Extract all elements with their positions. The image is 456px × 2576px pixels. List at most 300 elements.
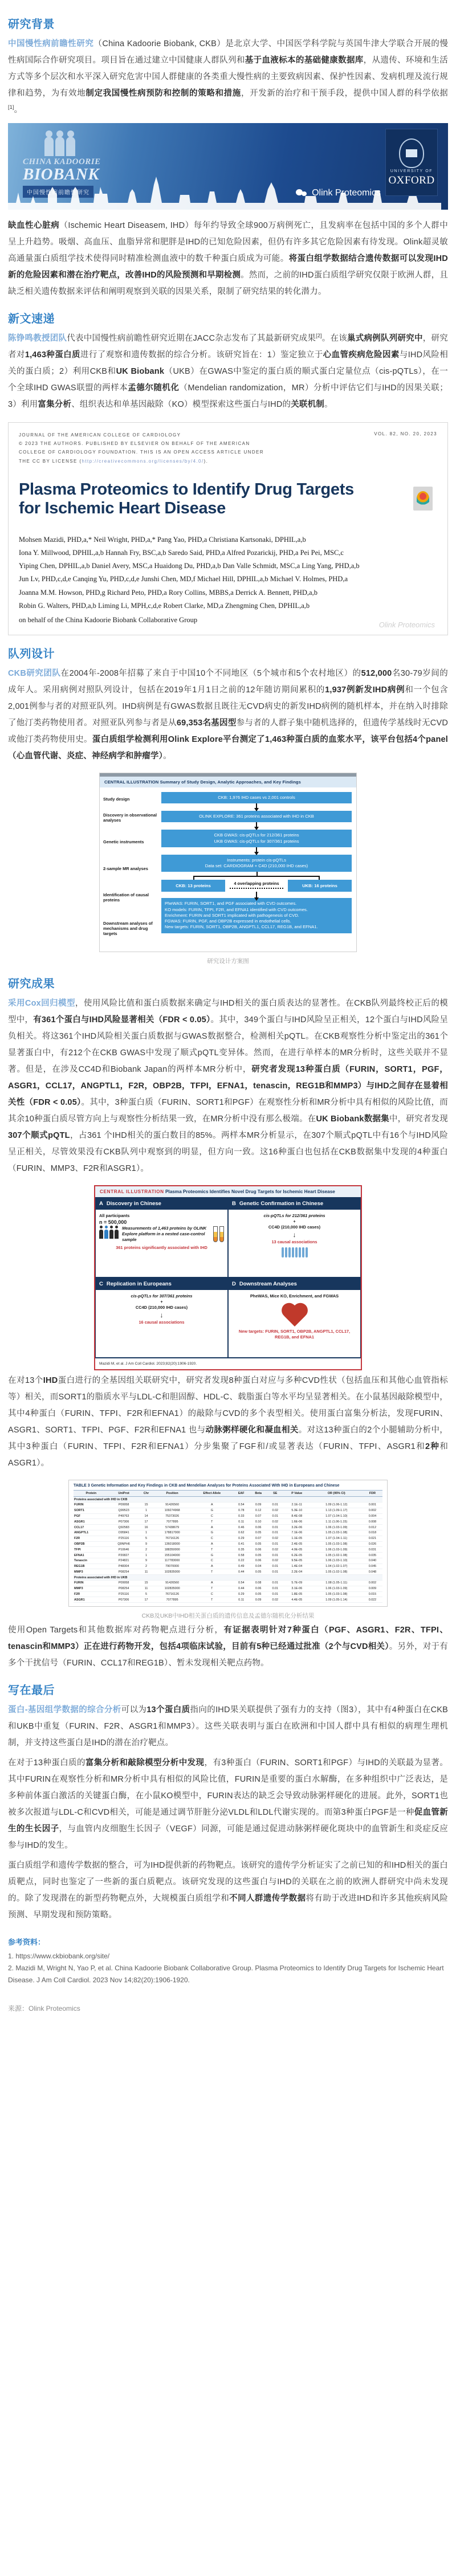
author-line: Robin G. Walters, PHD,a,b Liming Li, MPH,c,d,e Robert Clarke, MD,a Zhengming Chen, DPHIL,a,b — [19, 601, 310, 610]
results-table-body — [74, 1497, 382, 1603]
table-cell: PGF — [74, 1513, 108, 1519]
reference-item-2: 2. Mazidi M, Wright N, Yao P, et al. China Kadoorie Biobank Collaborative Group. Plasma Proteomics to Identify Drug Targets for Ischemic Heart Disease. J Am Coll Cardiol. 2023 Nov 14;82(20):1906-1920. — [8, 1964, 444, 1985]
table-row — [74, 1563, 382, 1569]
flow-downstream-newtargets: New targets: FURIN, SORT1, OBP2B, ANGPTL1, CCL17, REG1B, and EFNA1. — [165, 924, 318, 930]
table-cell: 0.06 — [250, 1586, 267, 1591]
table-row — [74, 1547, 382, 1553]
jacc-license-post: ). — [203, 458, 209, 464]
table-cell: 0.01 — [267, 1541, 283, 1547]
ci-panel-b-letter: B — [232, 1200, 236, 1207]
flow-downstream-ko: KO models: FURIN, TFPI, F2R, and EFNA1 identified with CVD outcomes. — [165, 907, 308, 912]
news-bold-nested: 巢式病例队列研究中 — [347, 334, 423, 343]
table-cell: 0.05 — [250, 1569, 267, 1575]
targets-bold-drugdev: 有证据表明针对7种蛋白（PGF、ASGR1、F2R、TFPI、tenascin和MMP3）正在进行药物开发，包括4项临床试验，目前有5种已经通过批准（2个与CVD相关） — [8, 1626, 448, 1652]
ci-a-l4: 361 proteins significantly associated with IHD — [116, 1244, 207, 1250]
table-cell: 0.06 — [250, 1547, 267, 1553]
targets-p2-a: 使用Open Targets和其他数据库对药物靶点进行分析， — [8, 1626, 224, 1635]
cohort-lead: CKB研究团队 — [8, 668, 61, 678]
background-p2-text: （Ischemic Heart Diseasem, IHD）每年约导致全球900万病例死亡，且发病率在包括中国的多个人群中呈上升趋势。吸烟、高血压、血脂异常和肥胖是IHD的已知危险因素，但仍有许多其它危险因素有待发现。Olink超灵敏高通量蛋白质组学技术使得同时精准检测血液中的数千种蛋白质成为可能。 — [8, 221, 448, 263]
table-cell: A — [191, 1541, 233, 1547]
table-group-label: Proteins associated with IHD in CKB — [74, 1497, 382, 1503]
table-cell: 0.01 — [267, 1569, 283, 1575]
table-cell: 79070000 — [153, 1563, 191, 1569]
flow-box-study-design: CKB: 1,976 IHD cases vs 2,001 controls — [161, 792, 352, 803]
section-title-background: 研究背景 — [8, 18, 55, 31]
table-cell: 0.02 — [267, 1597, 283, 1603]
table-cell: ASGR1 — [74, 1597, 108, 1603]
jacc-copyright-1: © 2023 THE AUTHORS. PUBLISHED BY ELSEVIER ON BEHALF OF THE AMERICAN — [19, 441, 250, 447]
flow-downstream-enrichment: Enrichment: FURIN and SORT1 implicated with pathogenesis of CVD. — [165, 912, 299, 918]
table-cell: SORT1 — [74, 1508, 108, 1513]
table-cell: 14 — [139, 1513, 154, 1519]
table-cell: MMP3 — [74, 1569, 108, 1575]
source-line: 来源：Olink Proteomics — [8, 2005, 80, 2013]
table-cell: 15 — [139, 1503, 154, 1508]
conclusion-p2: 在对于13种蛋白质的 — [8, 1758, 85, 1768]
table-group-row — [74, 1497, 382, 1503]
table-cell: 0.001 — [363, 1503, 382, 1508]
author-line: Jun Lv, PHD,c,d,e Canqing Yu, PHD,c,d,e Junshi Chen, MD,f Michael Hill, DPHIL,a,b Michael V. Holmes, PHD,a — [19, 575, 348, 583]
chromosome-icon — [232, 1247, 357, 1258]
table-cell: Q92583 — [108, 1525, 139, 1530]
flow-label-downstream: Downstream analyses of mechanisms and drug targets — [103, 920, 153, 937]
table-cell: 0.06 — [250, 1558, 267, 1563]
ci-c-l2: CC4D (210,000 IHD cases) — [135, 1304, 188, 1310]
table-cell: Q9NPH6 — [108, 1541, 139, 1547]
conclusion-paragraph-3 — [8, 1858, 448, 1924]
ci-panel-d-inner — [229, 1290, 360, 1357]
jacc-copyright-3 — [19, 457, 264, 466]
flow-label-study-design: Study design — [103, 797, 130, 802]
table-cell: 0.05 — [250, 1553, 267, 1558]
col-effect-allele: Effect Allele — [191, 1491, 233, 1497]
ci-panel-d-bar — [229, 1278, 360, 1290]
table-cell: 1.06 (1.03-1.09) — [311, 1547, 363, 1553]
table-cell: 1.09 (1.06-1.12) — [311, 1503, 363, 1508]
ci-b-plus: + — [293, 1218, 296, 1224]
conclusion-p1: 可以为 — [121, 1705, 147, 1715]
crossmark-icon[interactable] — [413, 487, 433, 511]
background-p2-bold2: 将蛋白组学数据结合遗传数据可以发现IHD新的危险因素和潜在治疗靶点，改善IHD的风险预测和早期检测 — [8, 254, 448, 280]
table-cell: 109274968 — [153, 1508, 191, 1513]
table-cell: 76716126 — [153, 1591, 191, 1597]
conclusion-p1-a: 指向的IHD果关联提供了强有力的支持（图3），其中有4种蛋白在CKB和UKB中重复（FURIN、F2R、ASGR1和MMP3）。这些关联表明与蛋白在欧洲和中国人群中具有相似的病理生理机制，并支持这些蛋白是IHD的潜在治疗靶点。 — [8, 1705, 449, 1748]
table-cell: 8.4E-08 — [283, 1513, 311, 1519]
table-cell: Q99523 — [108, 1508, 139, 1513]
cohort-bold-cases: 1,937例新发IHD病例 — [325, 685, 405, 695]
table-cell: Tenascin — [74, 1558, 108, 1563]
ckb-people-icon — [44, 137, 114, 156]
table-cell: 0.01 — [267, 1591, 283, 1597]
table-row — [74, 1597, 382, 1603]
ci-d-l2: New targets: FURIN, SORT1, OBP2B, ANGPTL1, CCL17, REG1B, and EFNA1 — [238, 1328, 351, 1340]
table-cell: P09958 — [108, 1503, 139, 1508]
table-cell: 9 — [139, 1541, 154, 1547]
news-p1-h: 、组织表达和单基因敲除（KO）模型探索这些蛋白与IHD的 — [71, 400, 291, 409]
table-cell: 0.11 — [233, 1519, 250, 1525]
table-cell: 0.07 — [250, 1536, 267, 1541]
table-cell: 3.2E-06 — [283, 1525, 311, 1530]
table-row — [74, 1591, 382, 1597]
table-cell: EFNA1 — [74, 1553, 108, 1558]
table-cell: FURIN — [74, 1503, 108, 1508]
table-cell: 1.13 (1.09-1.17) — [311, 1508, 363, 1513]
cohort-paragraph — [8, 666, 448, 765]
results-table-figure — [68, 1480, 388, 1607]
table-cell: T — [191, 1547, 233, 1553]
table-cell: P07306 — [108, 1597, 139, 1603]
table-cell: CCL17 — [74, 1525, 108, 1530]
table-cell: P08254 — [108, 1586, 139, 1591]
table-cell: 0.004 — [363, 1513, 382, 1519]
table-cell: 7.1E-06 — [283, 1530, 311, 1536]
targets-p1-a: 蛋白进行的全基因组关联研究中，研究者发现8种蛋白对应与多种CVD性状（包括血压和其他心血管指标等）相关，而SORT1的脂质水平与LDL-C和胆固醇、HDL-C、载脂蛋白等水平均呈显著相关。在小鼠基因敲除模型中，其中4种蛋白（FURIN、TFPI、F2R和EFNA1）的敲除与CVD的多个表型相关。使用蛋白富集分析法，发现FURIN、ASGR1、SORT1、TFPI、PGF、F2R和EFNA1 也与 — [8, 1376, 448, 1435]
central-illustration-footer: Mazidi M, et al. J Am Coll Cardiol. 2023;82(20):1906-1920. — [95, 1358, 361, 1370]
table-row — [74, 1558, 382, 1563]
ci-b-l1: cis-pQTLs for 212/361 proteins — [263, 1213, 325, 1218]
table-cell: 1.04 (1.02-1.07) — [311, 1563, 363, 1569]
table-cell: 0.021 — [363, 1536, 382, 1541]
news-bold-mr: 孟德尔随机化 — [128, 383, 180, 393]
table-cell: 0.06 — [250, 1525, 267, 1530]
conclusion-bold-pgf: 促血管新生的生长因子 — [8, 1808, 448, 1834]
table-cell: 6.2E-05 — [283, 1553, 311, 1558]
table-cell: 1.07 (1.04-1.11) — [311, 1536, 363, 1541]
table-cell: 0.01 — [267, 1586, 283, 1591]
table-cell: 17 — [139, 1519, 154, 1525]
table-cell: 5 — [139, 1536, 154, 1541]
table-cell: 1 — [139, 1553, 154, 1558]
background-paragraph-1 — [8, 36, 448, 119]
table-cell: 0.49 — [233, 1563, 250, 1569]
table-cell: F2R — [74, 1591, 108, 1597]
cohort-p1: 在2004年-2008年招募了来自于中国10个不同地区（5个城市和5个农村地区）的 — [60, 668, 361, 678]
table-cell: 11 — [139, 1569, 154, 1575]
central-illustration-title: Plasma Proteomics Identifies Novel Drug Targets for Ischemic Heart Disease — [165, 1189, 335, 1194]
blood-tubes-icon — [213, 1226, 224, 1242]
flow-box-downstream — [161, 898, 352, 933]
conclusion-p2-b: ，与血管内皮细胞生长因子（VEGF）同源，可能是通过促进动脉粥样硬化斑块中的血管新生和炎症反应参与IHD的发生。 — [8, 1824, 449, 1851]
col-protein: Protein — [74, 1491, 108, 1497]
table-cell: 0.41 — [233, 1541, 250, 1547]
ci-a-l1: All participants — [99, 1213, 130, 1218]
ci-panel-a-title: Discovery in Chinese — [106, 1200, 161, 1207]
table-row — [74, 1525, 382, 1530]
table-cell: 0.44 — [233, 1586, 250, 1591]
cohort-bold-genotyped: 69,353名基因型 — [176, 718, 237, 728]
ci-c-plus: + — [160, 1299, 163, 1304]
table-cell: 0.44 — [233, 1569, 250, 1575]
table-cell: 1.09 (1.05-1.14) — [311, 1597, 363, 1603]
results-table-caption: CKB及UKB中IHD相关蛋白质的遗传信息及孟德尔随机化分析结果 — [141, 1612, 315, 1620]
ci-a-l2: n = 500,000 — [99, 1219, 127, 1225]
table-cell: P09958 — [108, 1581, 139, 1586]
table-cell: 75373026 — [153, 1513, 191, 1519]
ci-panel-c — [95, 1277, 228, 1358]
table-cell: G — [191, 1530, 233, 1536]
table-cell: 1.8E-05 — [283, 1591, 311, 1597]
flow-label-genetic-instruments: Genetic instruments — [103, 839, 144, 844]
results-p1-f: ，占361 个IHD相关的蛋白数目的85%。两样本MR分析显示，在307个顺式pQTL中有16个与IHD风险呈正相关，尽管效果没有CKB队列中观察到的明显，但方向一致。这16种蛋白也包括在CKB数据集中发现的4种蛋白（FURIN、MMP3、F2R和ASGR1）。 — [8, 1130, 448, 1173]
cohort-p1-c: 和一个包含2,001例参与者的对照亚队列。IHD病例是有GWAS数据且既往无CVD病史的新发IHD病例的随机样本，并在纳入时排除了他汀类药物使用者。对照亚队列参与者是从 — [8, 685, 449, 728]
figure-1-flowchart — [99, 773, 357, 952]
table-cell: 5.7E-09 — [283, 1581, 311, 1586]
results-lead: 采用Cox回归模型 — [8, 998, 75, 1008]
flow-box-instruments-l2: Data set: CARDIOGRAM + C4D (210,000 IHD cases) — [205, 863, 308, 868]
table-row — [74, 1519, 382, 1525]
section-title-results: 研究成果 — [8, 977, 55, 990]
table-cell: 3.1E-06 — [283, 1586, 311, 1591]
table-cell: 16 — [139, 1525, 154, 1530]
table-cell: O95841 — [108, 1530, 139, 1536]
table-cell: 188350000 — [153, 1547, 191, 1553]
table-cell: ASGR1 — [74, 1519, 108, 1525]
flow-split-connector — [161, 872, 352, 880]
figure-1-flow — [161, 792, 352, 946]
table-cell: 136018000 — [153, 1541, 191, 1547]
cohort-p1-b: 名30-79岁间的成年人。采用病例对照队列设计，包括在2019年1月1日之前的12年随访期间累积的 — [8, 668, 448, 695]
table-cell: 0.018 — [363, 1530, 382, 1536]
jacc-license-url[interactable]: http://creativecommons.org/licenses/by/4.0/ — [82, 458, 204, 464]
table-row — [74, 1536, 382, 1541]
results-table-title: TABLE 3 Genetic Information and Key Findings in CKB and Mendelian Analyses for Proteins Associated With IHD in Europeans and Chinese — [74, 1484, 340, 1488]
background-ref-sup-1: [1] — [8, 104, 14, 111]
olink-ghost-watermark: Olink Proteomics — [378, 620, 435, 629]
table-cell: 17 — [139, 1597, 154, 1603]
table-cell: 15 — [139, 1581, 154, 1586]
col-beta: Beta — [250, 1491, 267, 1497]
participants-icon — [99, 1230, 119, 1239]
flow-arrow-3 — [161, 847, 352, 855]
table-cell: 1.06 (1.03-1.10) — [311, 1558, 363, 1563]
background-p1-bold1: 基于血液标本的基础健康数据库 — [245, 56, 364, 65]
table-cell: 7077895 — [153, 1519, 191, 1525]
ci-c-l1: cis-pQTLs for 307/361 proteins — [131, 1293, 193, 1299]
table-cell: 0.08 — [250, 1581, 267, 1586]
table-cell: 1.1E-05 — [283, 1536, 311, 1541]
table-cell: 0.01 — [267, 1503, 283, 1508]
col-or: OR (95% CI) — [311, 1491, 363, 1497]
ci-panel-b-bar — [229, 1198, 360, 1210]
conclusion-paragraph-2 — [8, 1755, 448, 1854]
flow-box-gwas — [161, 830, 352, 847]
table-row — [74, 1530, 382, 1536]
table-cell: 117783000 — [153, 1558, 191, 1563]
cohort-p1-d: 参与者的人群子集中随机选择的，但遗传学基线时无CVD或他汀类药物使用史。 — [8, 718, 449, 744]
ci-b-l3: 13 causal associations — [271, 1239, 317, 1244]
background-p1-bold2: 制定我国慢性病预防和控制的策略和措施 — [85, 89, 241, 98]
table-cell: 1.08 (1.05-1.11) — [311, 1581, 363, 1586]
conclusion-p2-a: ，有3种蛋白（FURIN、SORT1和PGF）与IHD的关联最为显著。其中FURIN在观察性分析和MR分析中具有相似的风险比值，FURIN是重要的蛋白水解酶，在多种组织中广泛表达，是多种前体蛋白激活的关键蛋白酶，在小鼠KO模型中，FURIN表达的缺乏会导致动脉粥样硬化的进展。此外，SORT1也被多次报道与LDL-C和CVD相关，可能是通过调节肝脏分泌VLDL和LDL代谢实现的。而第3种蛋白PGF是一种 — [8, 1758, 448, 1818]
news-p1-f: （UKB）在GWAS中鉴定的蛋白质的顺式蛋白定量位点（cis-pQTLs），在一个全球IHD GWAS联盟的两样本 — [8, 367, 448, 393]
table-cell: C — [191, 1558, 233, 1563]
ci-c-l3: 16 causal associations — [139, 1319, 185, 1325]
ci-panel-c-title: Replication in Europeans — [106, 1280, 172, 1287]
table-cell: 0.12 — [250, 1508, 267, 1513]
table-cell: 4.0E-05 — [283, 1547, 311, 1553]
table-cell: 76716126 — [153, 1536, 191, 1541]
col-se: SE — [267, 1491, 283, 1497]
table-cell: 0.05 — [250, 1591, 267, 1597]
table-cell: 0.46 — [233, 1525, 250, 1530]
flow-label-mr-analyses: 2-sample MR analyses — [103, 866, 148, 872]
figure-1-head: CENTRAL ILLUSTRATION Summary of Study Design, Analytic Approaches, and Key Findings — [100, 777, 356, 787]
col-position: Position — [153, 1491, 191, 1497]
targets-p1-c: 和ASGR1）。 — [8, 1442, 449, 1468]
results-p1-c: 。其中，349个蛋白与IHD风险呈正相关，12个蛋白与IHD风险呈负相关。将这361个IHD风险相关蛋白质数据与GWAS数据整合，检测相关pQTL。在CKB观察性分析中鉴定出的361个显著蛋白中，有212个在CKB GWAS中发现了顺式pQTL变异体。然而，在进行单样本的MR分析时，这些关联并不显著。但是，在涉及CC4D和Biobank Japan的两样本MR分析中， — [8, 1015, 448, 1074]
cohort-p1-e: 。 — [163, 751, 172, 761]
flow-arrow-2 — [161, 822, 352, 830]
table-cell: 2.4E-05 — [283, 1541, 311, 1547]
table-cell: P10646 — [108, 1547, 139, 1553]
jacc-copyright-2: COLLEGE OF CARDIOLOGY FOUNDATION. THIS IS AN OPEN ACCESS ARTICLE UNDER — [19, 450, 264, 455]
table-cell: 1.07 (1.04-1.10) — [311, 1513, 363, 1519]
table-row — [74, 1508, 382, 1513]
table-cell: 155104000 — [153, 1553, 191, 1558]
table-cell: 0.045 — [363, 1563, 382, 1569]
results-table — [74, 1490, 382, 1603]
oxford-logo-big: OXFORD — [388, 174, 435, 186]
table-cell: 1.11 (1.06-1.15) — [311, 1519, 363, 1525]
table-cell: 0.022 — [363, 1597, 382, 1603]
flow-downstream-fgwas: FGWAS: FURIN, PGF, and OBP2B expressed in endothelial cells. — [165, 918, 291, 924]
table-cell: 0.031 — [363, 1547, 382, 1553]
table-cell: 0.62 — [233, 1530, 250, 1536]
ckb-oxford-banner — [8, 123, 448, 210]
table-cell: 1.4E-04 — [283, 1563, 311, 1569]
table-cell: 2 — [139, 1563, 154, 1569]
table-cell: 0.01 — [267, 1553, 283, 1558]
cohort-bold-olink: 蛋白质组学检测利用Olink Explore平台测定了1,463种蛋白质的血浆水平，该平台包括4个panel（心血管代谢、炎症、神经病学和肿瘤学） — [8, 734, 448, 761]
ci-panel-a-inner — [96, 1210, 227, 1277]
news-bold-ukb: UK Biobank — [116, 367, 165, 376]
table-cell: 0.54 — [233, 1503, 250, 1508]
flow-overlap-text: 4 overlapping proteins — [234, 881, 279, 887]
ci-panel-d-letter: D — [232, 1280, 236, 1287]
table-row — [74, 1503, 382, 1508]
table-cell: C — [191, 1536, 233, 1541]
table-cell: 0.29 — [233, 1591, 250, 1597]
table-cell: 1.06 (1.03-1.09) — [311, 1586, 363, 1591]
paper-on-behalf: on behalf of the China Kadoorie Biobank Collaborative Group — [19, 615, 198, 624]
table-cell: P25116 — [108, 1591, 139, 1597]
table-cell: OBP2B — [74, 1541, 108, 1547]
conclusion-bold-populations: 不同人群遗传学数据 — [229, 1894, 306, 1904]
flow-box-gwas-ukb: UKB GWAS: cis-pQTLs for 307/361 proteins — [214, 838, 299, 844]
table-cell: 0.58 — [233, 1553, 250, 1558]
table-cell: 0.040 — [363, 1558, 382, 1563]
author-list — [19, 533, 437, 613]
targets-paragraph-1 — [8, 1373, 448, 1472]
ckb-logo-line2: BIOBANK — [23, 165, 100, 183]
results-p1-e: 中，研究者发现 — [389, 1114, 448, 1124]
table-cell: 0.09 — [250, 1503, 267, 1508]
heart-icon — [280, 1300, 310, 1328]
results-table-wrapper — [8, 1480, 448, 1620]
central-illustration-head — [95, 1186, 361, 1197]
paper-title: Plasma Proteomics to Identify Drug Targets for Ischemic Heart Disease — [19, 480, 354, 518]
table-cell: T — [191, 1586, 233, 1591]
table-cell: 0.012 — [363, 1525, 382, 1530]
table-cell: 0.54 — [233, 1581, 250, 1586]
table-cell: 5 — [139, 1591, 154, 1597]
table-cell: 1.05 (1.03-1.08) — [311, 1541, 363, 1547]
flow-downstream-phewas: PheWAS: FURIN, SORT1, and PGF associated with CVD outcomes. — [165, 901, 297, 907]
table-cell: 178817000 — [153, 1530, 191, 1536]
table-cell: 0.05 — [250, 1541, 267, 1547]
targets-bold-ihd: IHD — [43, 1376, 58, 1386]
table-cell: P48304 — [108, 1563, 139, 1569]
table-cell: 5.3E-10 — [283, 1508, 311, 1513]
table-row — [74, 1541, 382, 1547]
conclusion-p3-a: 将有助于改进IHD和许多其他疾病风险预测、早期发现和预防策略。 — [8, 1894, 448, 1920]
table-cell: 9 — [139, 1558, 154, 1563]
table-cell: A — [191, 1581, 233, 1586]
olink-watermark-text: Olink Proteomics — [312, 188, 381, 198]
section-title-conclusion: 写在最后 — [8, 1684, 55, 1697]
jacc-paper-card — [8, 422, 448, 635]
table-cell: 0.015 — [363, 1591, 382, 1597]
news-p1-g: （Mendelian randomization，MR）分析中评估它们与IHD的因果关联；3）利用 — [8, 383, 448, 409]
table-cell: 0.33 — [233, 1513, 250, 1519]
background-p2-bold1: 缺血性心脏病 — [8, 221, 60, 230]
central-illustration-grid — [95, 1197, 361, 1358]
flow-box-ckb-proteins: CKB: 13 proteins — [161, 880, 225, 892]
flow-box-olink-explore: OLINK EXPLORE: 361 proteins associated with IHD in CKB — [161, 811, 352, 822]
table-cell: 1.05 (1.03-1.08) — [311, 1591, 363, 1597]
conclusion-p3: 蛋白质组学和遗传学数据的整合，可为IHD提供新的药物靶点。该研究的遗传学分析证实了之前已知的和IHD相关的蛋白质靶点，同时也鉴定了一些新的蛋白质靶点。该研究发现的这些蛋白与IHD的关联在之前的欧洲人群研究中尚未发现的。除了发现潜在的新型药物靶点外，大规模蛋白质组学和 — [8, 1861, 448, 1904]
table-cell: 0.01 — [267, 1563, 283, 1569]
ci-panel-a-letter: A — [99, 1200, 103, 1207]
news-p1-e: 与IHD风险相关的蛋白质；2）利用CKB和 — [8, 350, 448, 376]
table-cell: REG1B — [74, 1563, 108, 1569]
news-p1: 代表中国慢性病前瞻性研究近期在JACC杂志发布了其最新研究成果 — [67, 334, 316, 343]
table-cell: 0.35 — [233, 1547, 250, 1553]
background-p2-end: 。然而，之前的IHD蛋白质组学研究仅限于欧洲人群，且缺乏相关遗传数据来评估和阐明观察到关联的因果关系，限制了研究结果的转化潜力。 — [8, 271, 448, 296]
news-paragraph — [8, 330, 448, 413]
results-bold-361: 有361个蛋白与IHD风险显著相关（FDR < 0.05） — [33, 1015, 211, 1024]
table-cell: 1.05 (1.02-1.08) — [311, 1553, 363, 1558]
oxford-logo — [385, 129, 438, 196]
table-cell: 91426560 — [153, 1581, 191, 1586]
ci-panel-d — [228, 1277, 361, 1358]
flow-box-gwas-ckb: CKB GWAS: cis-pQTLs for 212/361 proteins — [214, 832, 299, 838]
oxford-crest-icon — [399, 138, 424, 168]
flow-label-identification: Identification of causal proteins — [103, 892, 149, 903]
background-paragraph-2 — [8, 218, 448, 300]
table-cell: P08254 — [108, 1569, 139, 1575]
reference-item-1[interactable]: 1. https://www.ckbiobank.org/site/ — [8, 1952, 110, 1961]
flow-box-ukb-proteins: UKB: 16 proteins — [288, 880, 352, 892]
col-fdr: FDR — [363, 1491, 382, 1497]
table-cell: C — [191, 1513, 233, 1519]
col-uniprot: UniProt — [108, 1491, 139, 1497]
table-cell: 0.02 — [267, 1547, 283, 1553]
results-table-header-row — [74, 1491, 382, 1497]
author-line: Joanna M.M. Howson, PHD,g Richard Peto, PHD,a Rory Collins, MBBS,a Derrick A. Bennett, PHD,a,b — [19, 588, 317, 597]
ci-panel-c-inner: cis-pQTLs for 307/361 proteins + CC4D (210,000 IHD cases) ↓ 16 causal associations — [96, 1290, 227, 1357]
targets-bold-athero: 动脉粥样硬化和凝血相关 — [205, 1426, 299, 1435]
table-cell: T — [191, 1519, 233, 1525]
news-p1-c: ，研究者对 — [8, 334, 448, 360]
table-cell: 0.048 — [363, 1569, 382, 1575]
table-cell: 1.05 (1.02-1.08) — [311, 1569, 363, 1575]
table-cell: 0.29 — [233, 1536, 250, 1541]
table-cell: 0.02 — [267, 1536, 283, 1541]
ci-panel-b-inner: cis-pQTLs for 212/361 proteins + CC4D (210,000 IHD cases) ↓ 13 causal associations — [229, 1210, 360, 1277]
table-cell: F2R — [74, 1536, 108, 1541]
ckb-logo-line1: CHINA KADOORIE — [23, 157, 101, 166]
